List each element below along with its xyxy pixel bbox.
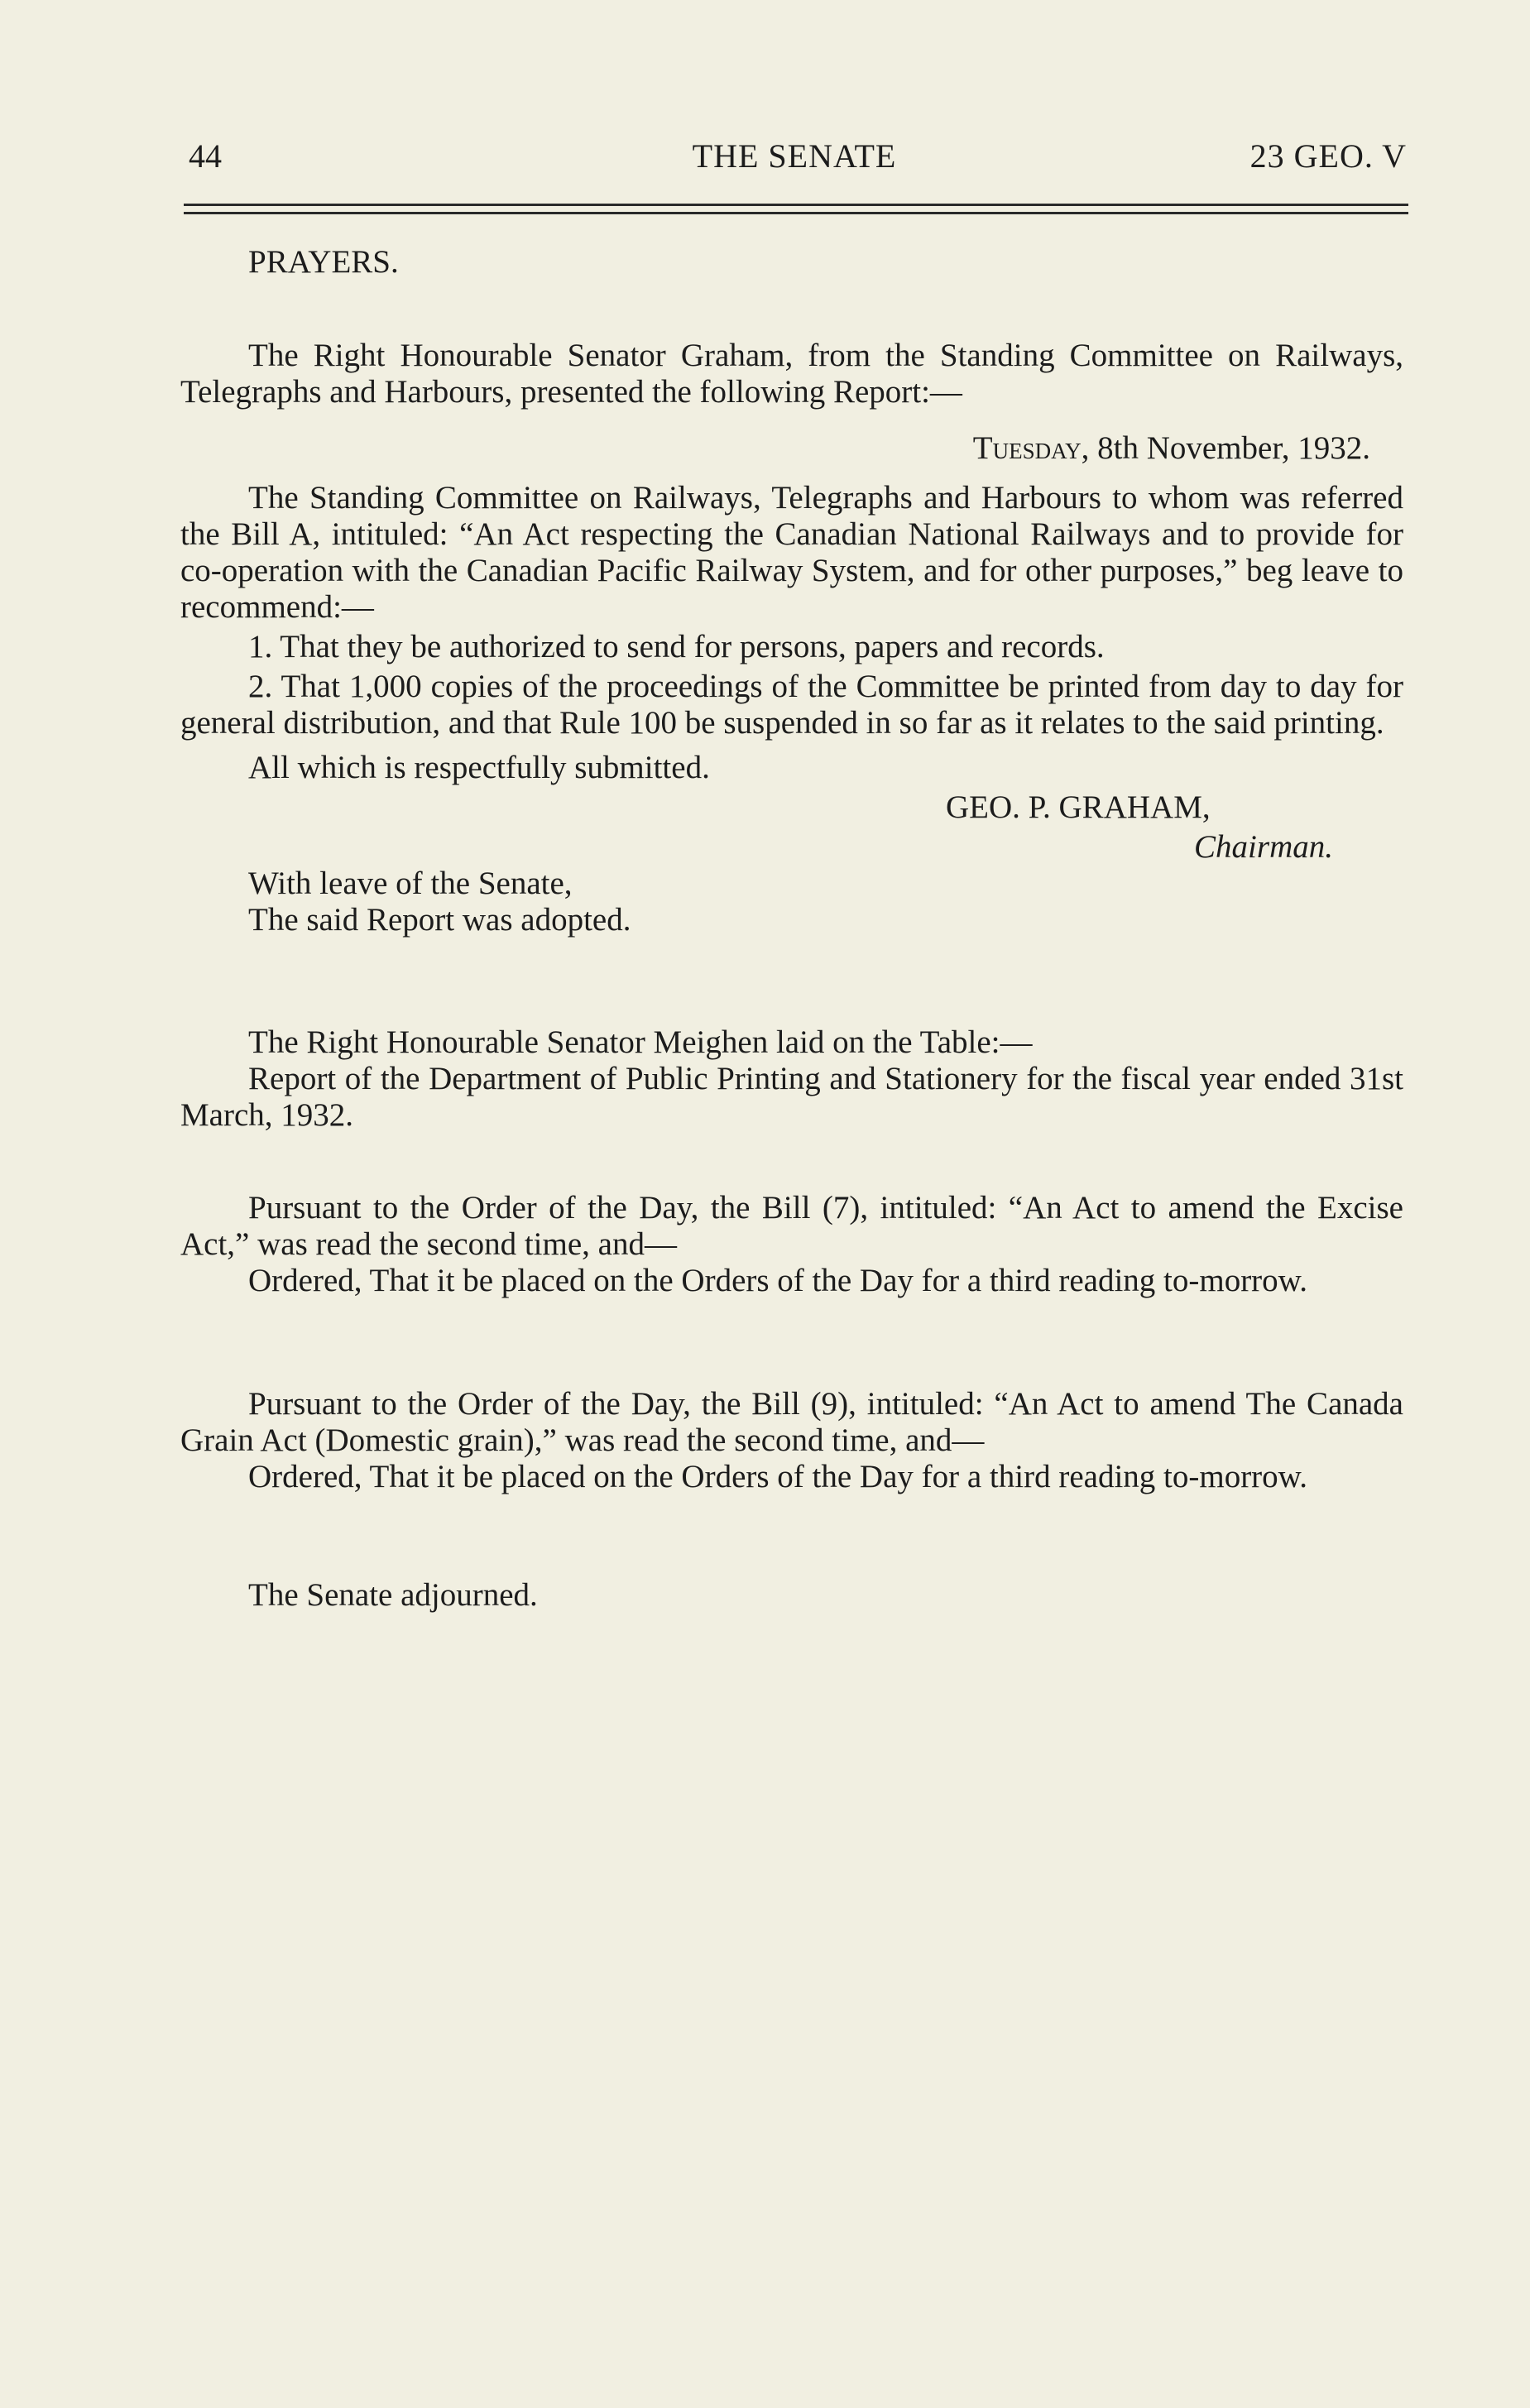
bill-9-text: Pursuant to the Order of the Day, the Bill (9), intituled: “An Act to amend The Canada Grain Act (Domestic grain),” was read the second time, and— bbox=[180, 1386, 1403, 1458]
committee-report-section bbox=[180, 338, 1403, 938]
prayers-heading: PRAYERS. bbox=[248, 244, 399, 280]
report-adopted: The said Report was adopted. bbox=[248, 902, 631, 938]
running-title: THE SENATE bbox=[692, 137, 897, 175]
page-number: 44 bbox=[189, 137, 222, 175]
leave-of-senate: With leave of the Senate, bbox=[248, 866, 573, 901]
report-item-2: 2. That 1,000 copies of the proceedings of the Committee be printed from day to day for general distribution, and that Rule 100 be suspended in so far as it relates to the said printing. bbox=[180, 669, 1403, 741]
bill-9-section bbox=[180, 1386, 1403, 1495]
bill-7-section bbox=[180, 1190, 1403, 1299]
header-rule-top bbox=[184, 204, 1408, 206]
bill-7-text: Pursuant to the Order of the Day, the Bill (7), intituled: “An Act to amend the Excise Act,” was read the second time, and— bbox=[180, 1190, 1403, 1262]
tabled-item: Report of the Department of Public Printing and Stationery for the fiscal year ended 31st March, 1932. bbox=[180, 1061, 1403, 1133]
report-date bbox=[180, 430, 1403, 467]
senate-adjourned: The Senate adjourned. bbox=[248, 1577, 538, 1613]
header-rule-bottom bbox=[184, 212, 1408, 214]
tabled-intro: The Right Honourable Senator Meighen laid on the Table:— bbox=[248, 1024, 1033, 1060]
report-item-1: 1. That they be authorized to send for persons, papers and records. bbox=[248, 629, 1105, 664]
report-date-day: Tuesday, bbox=[972, 430, 1090, 466]
report-signatory-title: Chairman. bbox=[1194, 829, 1333, 865]
running-header bbox=[182, 137, 1407, 186]
regnal-year: 23 GEO. V bbox=[1249, 137, 1407, 175]
bill-7-ordered: Ordered, That it be placed on the Orders of the Day for a third reading to-morrow. bbox=[248, 1263, 1308, 1298]
prayers-section bbox=[180, 244, 1403, 281]
tabled-section bbox=[180, 1024, 1403, 1134]
adjournment-section bbox=[180, 1577, 1403, 1614]
report-signatory: GEO. P. GRAHAM, bbox=[946, 789, 1211, 825]
report-closing: All which is respectfully submitted. bbox=[248, 750, 710, 785]
report-body: The Standing Committee on Railways, Telegraphs and Harbours to whom was referred the Bill A, intituled: “An Act respecting the Canadian National Railways and to provide for co-operation with the Canadian Pacific Railway System, and for other purposes,” beg leave to recommend:— bbox=[180, 480, 1403, 625]
bill-9-ordered: Ordered, That it be placed on the Orders of the Day for a third reading to-morrow. bbox=[248, 1459, 1308, 1494]
report-date-rest: 8th November, 1932. bbox=[1089, 430, 1370, 466]
report-intro: The Right Honourable Senator Graham, from the Standing Committee on Railways, Telegraphs and Harbours, presented the following Report:— bbox=[180, 338, 1403, 410]
